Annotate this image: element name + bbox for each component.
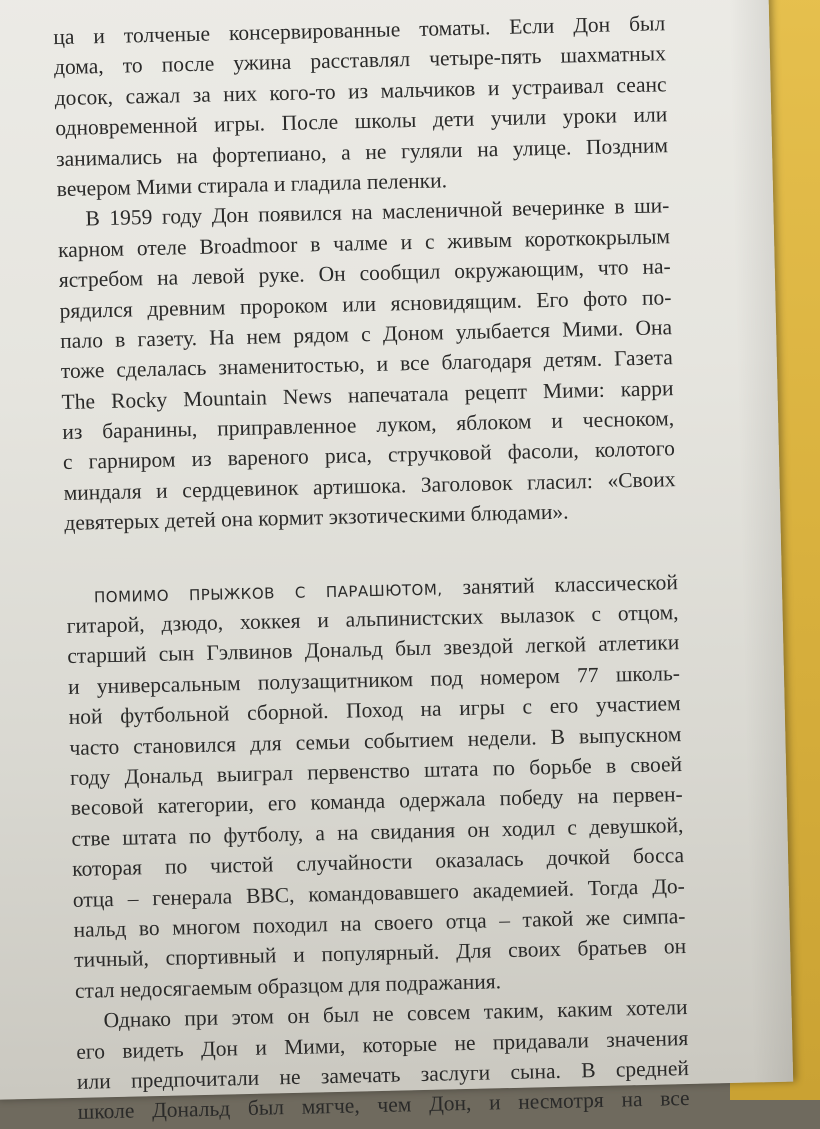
text-line: рядился древним пророком или ясновидящим. Его фото по-: [59, 284, 672, 323]
text-line: девятерых детей она кормит экзотическими блюдами».: [64, 499, 569, 536]
text-line: одновременной игры. После школы дети учили уроки или: [55, 102, 668, 141]
text-line: занимались на фортепиано, а не гуляли на улице. Поздним: [55, 132, 669, 171]
text-line: досок, сажал за них кого-то из мальчиков и устраивал сеанс: [54, 72, 667, 110]
text-line: стал недосягаемым образцом для подражания.: [74, 968, 502, 1003]
text-line: из баранины, приправленное луком, яблоком и чесноком,: [62, 406, 675, 445]
text-line: гитарой, дзюдо, хоккея и альпинистских вылазок с отцом,: [66, 600, 679, 639]
text-line: школе Дональд был мягче, чем Дон, и несмотря на все: [77, 1086, 690, 1125]
text-line: которая по чистой случайности оказалась дочкой босса: [71, 843, 685, 882]
text-line: часто становился для семьи событием недели. В выпускном: [69, 721, 682, 760]
text-line: миндаля и сердцевинок артишока. Заголовок гласил: «Своих: [63, 466, 676, 505]
text-line: и универсальным полузащитником под номером 77 школь-: [67, 660, 681, 699]
text-line: его видеть Дон и Мими, которые не придавали значения: [76, 1025, 689, 1064]
text-line: или предпочитали не замечать заслуги сына. В средней: [76, 1055, 690, 1094]
text-line: пало в газету. На нем рядом с Доном улыбается Мими. Она: [59, 315, 673, 353]
text-line: стве штата по футболу, а на свидания он ходил с девушкой,: [71, 812, 684, 851]
text-line: тоже сделалась знаменитостью, и все благодаря детям. Газета: [60, 345, 674, 384]
text-line: ной футбольной сборной. Поход на игры с его участием: [68, 691, 681, 730]
text-line: нальд во многом походил на своего отца – такой же симпа-: [73, 903, 686, 942]
text-line: с гарниром из вареного риса, стручковой фасоли, колотого: [62, 436, 676, 475]
text-line: В 1959 году Дон появился на масленичной вечеринке в ши-: [85, 193, 670, 231]
text-line: ястребом на левой руке. Он сообщил окружающим, что на-: [58, 254, 671, 293]
text-line: весовой категории, его команда одержала победу на первен-: [70, 782, 683, 821]
section-first-line-rest: занятий классической: [462, 569, 679, 599]
page-text: [53, 8, 690, 1127]
text-line: карном отеле Broadmoor в чалме и с живым короткокрылым: [57, 223, 671, 262]
text-line: The Rocky Mountain News напечатала рецепт Мими: карри: [61, 375, 674, 414]
text-line: тичный, спортивный и популярный. Для своих братьев он: [73, 934, 687, 973]
text-line: вечером Мими стирала и гладила пеленки.: [56, 168, 448, 202]
text-line: отца – генерала ВВС, командовавшего академией. Тогда До-: [72, 873, 686, 912]
text-line: Однако при этом он был не совсем таким, каким хотели: [103, 995, 688, 1033]
text-line: ца и толченые консервированные томаты. Если Дон был: [53, 11, 666, 50]
text-line: дома, то после ужина расставлял четыре-пять шахматных: [53, 41, 667, 80]
text-line: старший сын Гэлвинов Дональд был звездой легкой атлетики: [67, 630, 680, 669]
section-lead-smallcaps: ПОМИМО ПРЫЖКОВ С ПАРАШЮТОМ,: [93, 580, 443, 606]
text-line: году Дональд выиграл первенство штата по борьбе в своей: [69, 752, 683, 790]
